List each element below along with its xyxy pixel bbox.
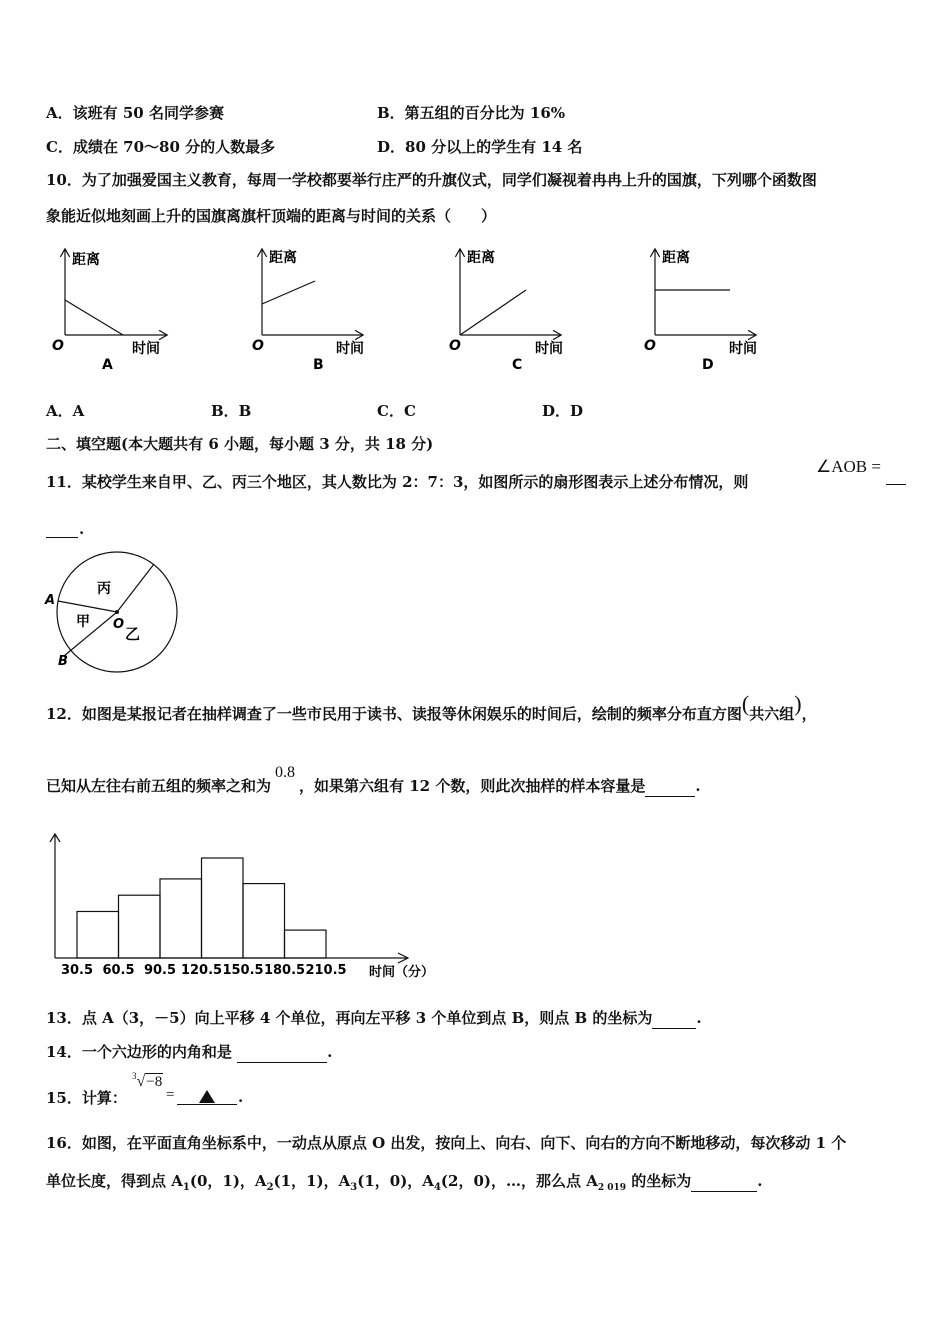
q15-radicand: −8 <box>146 1074 163 1090</box>
graph-b-caption: B <box>313 357 324 373</box>
hist-tick-label: 180.5 <box>263 963 306 978</box>
graph-b-xlabel: 时间 <box>336 341 364 357</box>
q15-end: . <box>238 1088 244 1106</box>
q16-point-a1-sub: 1 <box>182 1182 190 1193</box>
q12-answer-blank[interactable] <box>645 776 695 797</box>
pie-label-jia: 甲 <box>76 614 90 630</box>
graph-c-caption: C <box>512 357 523 373</box>
q12-line1 <box>46 691 817 724</box>
q12-sup-value: 0.8 <box>275 764 296 781</box>
q11-formula: ∠AOB = <box>816 457 881 476</box>
q10-option-c: C．C <box>377 402 416 420</box>
graph-c-xlabel: 时间 <box>535 341 563 357</box>
q16-point-a3: A <box>338 1172 351 1190</box>
graph-d-xlabel: 时间 <box>729 341 757 357</box>
graph-d-origin: O <box>644 338 656 354</box>
q10-line2: 象能近似地刻画上升的国旗离旗杆顶端的距离与时间的关系（ ） <box>46 207 497 225</box>
pie-center-dot <box>115 610 119 614</box>
hist-bar-5 <box>243 884 285 958</box>
q16-point-a2: A <box>254 1172 267 1190</box>
graph-a-ylabel: 距离 <box>72 252 100 268</box>
triangle-icon <box>199 1090 215 1103</box>
hist-tick-label: 30.5 <box>60 963 94 978</box>
q13-line <box>46 1008 702 1029</box>
section-2-title: 二、填空题(本大题共有 6 小题，每小题 3 分，共 18 分) <box>46 435 434 453</box>
q14-answer-blank[interactable] <box>237 1042 327 1063</box>
pie-radius-oc <box>117 564 154 612</box>
q11-pie-chart <box>40 550 190 675</box>
q15-root-index: 3 <box>132 1071 137 1081</box>
q9-option-c: C．成绩在 70～80 分的人数最多 <box>46 138 276 156</box>
graph-d <box>644 249 757 373</box>
pie-radius-oa <box>58 601 117 612</box>
q13-end: . <box>696 1009 702 1027</box>
q11-blank-part1 <box>886 484 906 485</box>
q12-line2 <box>46 764 701 797</box>
graph-c <box>449 249 563 373</box>
q16-line2-text: 单位长度，得到点 <box>46 1172 172 1190</box>
q16-point-a3-coord: (1，0)， <box>357 1172 423 1190</box>
graph-b <box>252 249 364 373</box>
graph-a-origin: O <box>52 338 64 354</box>
q12-histogram <box>44 830 464 985</box>
q16-line2 <box>46 1171 763 1198</box>
graph-a-caption: A <box>102 357 113 373</box>
hist-bar-6 <box>285 930 327 958</box>
q10-graphs <box>40 238 800 378</box>
q15-radical-sign: √ <box>136 1073 146 1090</box>
q16-point-a2-coord: (1，1)， <box>273 1172 339 1190</box>
q12-line1-text: 12．如图是某报记者在抽样调查了一些市民用于读书、读报等休闲娱乐的时间后，绘制的频率分布直方图 <box>46 705 742 723</box>
q16-point-a2-sub: 2 <box>266 1182 274 1193</box>
q10-option-b: B．B <box>211 402 252 420</box>
q11-end: . <box>79 520 85 538</box>
q15-radical <box>132 1073 163 1091</box>
hist-tick-label: 90.5 <box>143 963 177 978</box>
pie-label-a: A <box>45 593 56 608</box>
pie-label-o: O <box>113 617 125 632</box>
q12-line2-text-b: ，如果第六组有 12 个数，则此次抽样的样本容量是 <box>299 777 646 795</box>
q16-point-a1: A <box>171 1172 183 1190</box>
q15-text: 15．计算： <box>46 1089 127 1107</box>
pie-label-b: B <box>58 654 68 669</box>
hist-bar-3 <box>160 879 202 958</box>
graph-a <box>52 250 166 373</box>
graph-b-curve <box>262 281 315 304</box>
pie-radius-ob <box>64 612 117 656</box>
graph-d-caption: D <box>702 357 714 373</box>
q16-point-a3-sub: 3 <box>350 1182 358 1193</box>
hist-tick-label: 60.5 <box>102 963 135 978</box>
graph-c-ylabel: 距离 <box>467 250 495 266</box>
q12-six-groups: 共六组 <box>749 705 795 723</box>
q16-point-a2019-text: 的坐标为 <box>626 1172 692 1190</box>
hist-tick-label: 210.5 <box>305 963 347 978</box>
q16-point-a4: A <box>422 1172 434 1190</box>
q16-point-a2019: A <box>586 1172 598 1190</box>
pie-label-yi: 乙 <box>125 625 141 643</box>
q12-paren-close: ) <box>794 691 802 716</box>
hist-bar-2 <box>119 895 161 958</box>
hist-bar-4 <box>202 858 244 958</box>
q16-answer-blank[interactable] <box>691 1171 757 1192</box>
q10-option-a: A．A <box>46 402 85 420</box>
graph-c-curve <box>460 290 526 335</box>
hist-tick-label: 120.5 <box>180 963 223 978</box>
q16-point-a4-sub: 4 <box>433 1182 441 1193</box>
q16-line1: 16．如图，在平面直角坐标系中，一动点从原点 O 出发，按向上、向右、向下、向右的方向不断地移动，每次移动 1 个 <box>46 1134 847 1152</box>
pie-label-bing: 丙 <box>97 581 111 597</box>
q12-paren-open: ( <box>741 691 750 716</box>
q9-option-d: D．80 分以上的学生有 14 名 <box>377 138 583 156</box>
q15-equals: = <box>166 1087 175 1103</box>
q13-text: 13．点 A（3，－5）向上平移 4 个单位，再向左平移 3 个单位到点 B，则点 B 的坐标为 <box>46 1009 653 1027</box>
q14-text: 14．一个六边形的内角和是 <box>46 1043 232 1061</box>
q11-text: 11．某校学生来自甲、乙、丙三个地区，其人数比为 2：7：3，如图所示的扇形图表示上述分布情况，则 <box>46 473 749 491</box>
q12-line2-text: 已知从左往右前五组的频率之和为 <box>46 777 272 795</box>
hist-tick-label: 150.5 <box>222 963 264 978</box>
graph-b-origin: O <box>252 338 264 354</box>
graph-c-origin: O <box>449 338 461 354</box>
q15-line <box>46 1088 127 1108</box>
q16-end: . <box>757 1172 763 1190</box>
q14-line <box>46 1042 332 1063</box>
hist-xlabel: 时间（分） <box>369 965 435 980</box>
q12-comma: ， <box>801 705 817 723</box>
q12-end: . <box>695 777 701 795</box>
graph-a-curve <box>65 300 123 335</box>
graph-a-xlabel: 时间 <box>132 341 160 357</box>
q16-point-a4-coord: (2，0)，…，那么点 <box>440 1172 587 1190</box>
q16-point-a1-coord: (0，1)， <box>189 1172 255 1190</box>
q9-option-a: A．该班有 50 名同学参赛 <box>46 104 224 122</box>
q13-answer-blank[interactable] <box>652 1008 696 1029</box>
q11-blank-part2 <box>46 521 78 538</box>
q10-option-d: D．D <box>542 402 584 420</box>
q9-option-b: B．第五组的百分比为 16% <box>377 104 566 122</box>
q15-answer-blank[interactable] <box>177 1088 237 1105</box>
graph-b-ylabel: 距离 <box>269 250 297 266</box>
q10-line1: 10．为了加强爱国主义教育，每周一学校都要举行庄严的升旗仪式，同学们凝视着冉冉上升的国旗，下列哪个函数图 <box>46 171 817 189</box>
q14-end: . <box>327 1043 333 1061</box>
graph-d-ylabel: 距离 <box>662 250 690 266</box>
hist-bar-1 <box>77 911 119 958</box>
q16-point-a2019-sub: 2 019 <box>597 1183 627 1193</box>
